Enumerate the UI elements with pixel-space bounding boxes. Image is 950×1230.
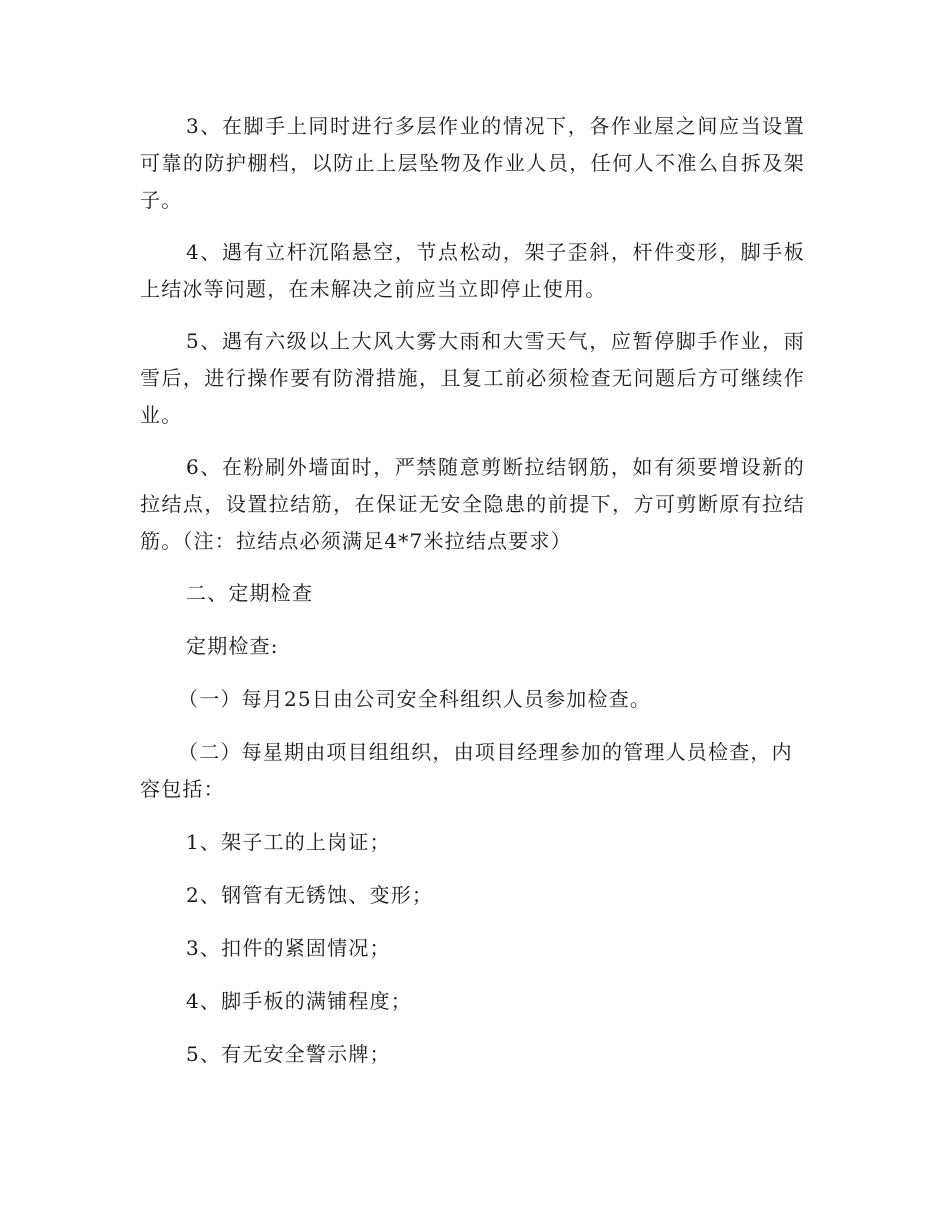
section-heading: 二、定期检查 xyxy=(186,581,314,605)
checklist-item: 2、钢管有无锈蚀、变形； xyxy=(186,883,434,907)
checklist-item: 3、扣件的紧固情况； xyxy=(186,936,391,960)
paragraph-item-4: 4、遇有立杆沉陷悬空，节点松动，架子歪斜，杆件变形，脚手板上结冰等问题，在未解决之前应当立即停止使用。 xyxy=(140,240,805,301)
checklist-item: 5、有无安全警示牌； xyxy=(186,1042,391,1066)
paragraph-item-5: 5、遇有六级以上大风大雾大雨和大雪天气，应暂停脚手作业，雨雪后，进行操作要有防滑措施，且复工前必须检查无问题后方可继续作业。 xyxy=(140,329,805,427)
checklist-item: 4、脚手板的满铺程度； xyxy=(186,989,412,1013)
paragraph-item-6: 6、在粉刷外墙面时，严禁随意剪断拉结钢筋，如有须要增设新的拉结点，设置拉结筋，在保证无安全隐患的前提下，方可剪断原有拉结筋。（注：拉结点必须满足4*7米拉结点要求） xyxy=(140,455,805,553)
document-page xyxy=(140,108,805,1089)
section-intro: 定期检查: xyxy=(186,634,279,658)
sub-item-monthly-check: （一）每月25日由公司安全科组织人员参加检查。 xyxy=(178,687,652,711)
paragraph-item-3: 3、在脚手上同时进行多层作业的情况下，各作业屋之间应当设置可靠的防护棚档，以防止上层坠物及作业人员，任何人不准么自拆及架子。 xyxy=(140,114,805,212)
sub-item-weekly-check: （二）每星期由项目组组织，由项目经理参加的管理人员检查，内容包括： xyxy=(140,740,793,801)
checklist-item: 1、架子工的上岗证； xyxy=(186,830,391,854)
